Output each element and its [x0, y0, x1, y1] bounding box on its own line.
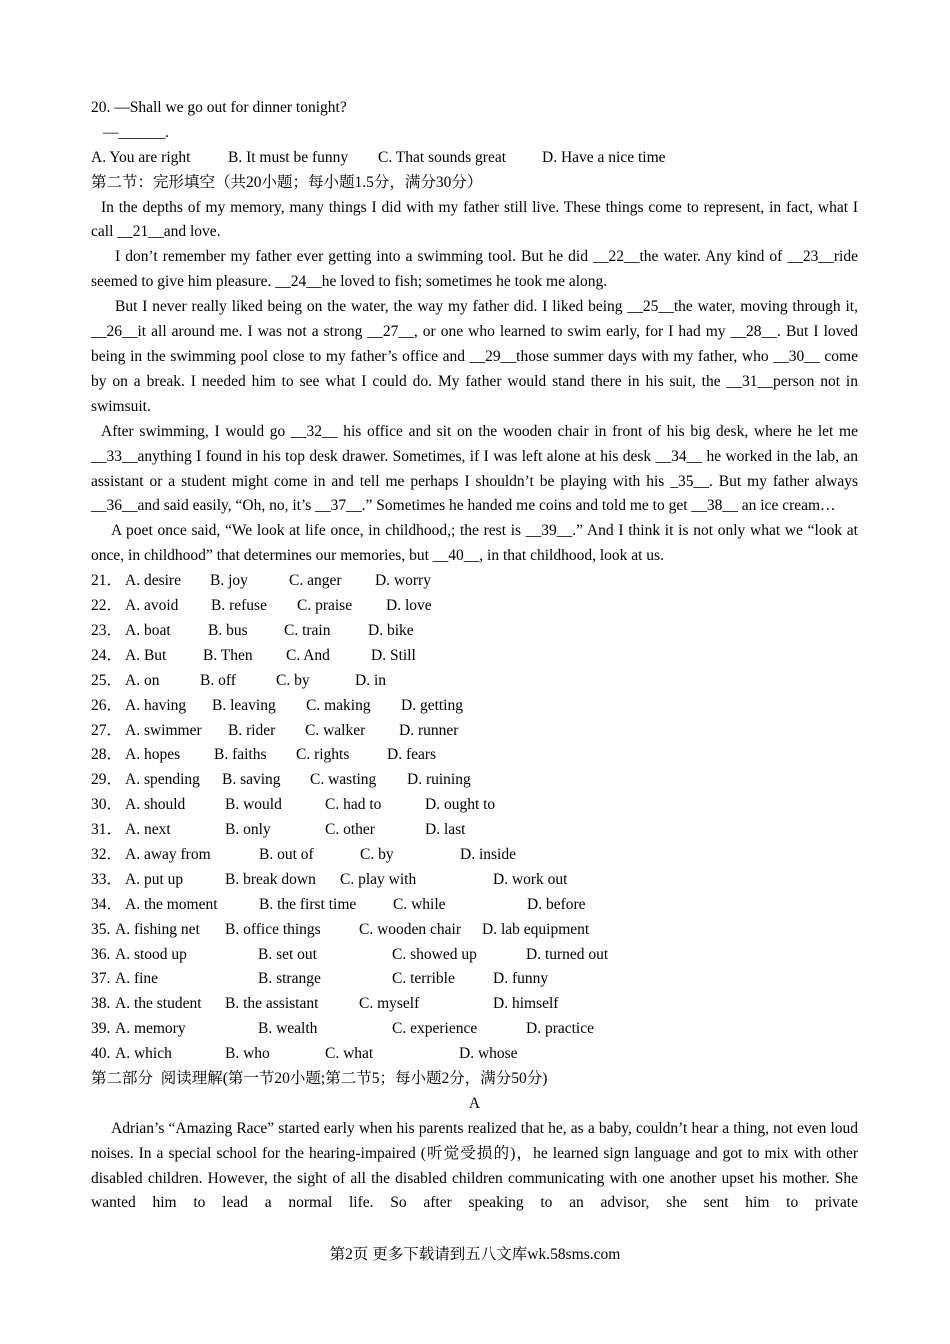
- cloze-option-row: [91, 967, 858, 992]
- option-b: B. bus: [208, 621, 248, 639]
- option-c: C. showed up: [392, 945, 477, 963]
- option-d: D. work out: [493, 870, 568, 888]
- option-a: A. next: [125, 821, 171, 839]
- question-number: 34．: [91, 895, 123, 913]
- q20-option-c: C. That sounds great: [378, 148, 507, 166]
- option-b: B. only: [225, 821, 271, 839]
- option-b: B. the assistant: [225, 995, 319, 1013]
- option-b: B. set out: [258, 945, 317, 963]
- option-c: C. walker: [305, 721, 366, 739]
- option-d: D. funny: [493, 970, 549, 988]
- question-number: 28．: [91, 746, 123, 764]
- option-d: D. ought to: [425, 796, 496, 814]
- q20-option-b: B. It must be funny: [228, 148, 349, 166]
- option-d: D. runner: [399, 721, 459, 739]
- option-a: A. fishing net: [115, 920, 200, 938]
- option-b: B. who: [225, 1045, 270, 1063]
- option-d: D. himself: [493, 995, 559, 1013]
- option-c: C. terrible: [392, 970, 455, 988]
- option-a: A. the student: [115, 995, 202, 1013]
- question-number: 21．: [91, 572, 123, 590]
- option-a: A. desire: [125, 572, 181, 590]
- option-b: B. leaving: [212, 696, 276, 714]
- cloze-paragraph: In the depths of my memory, many things I did with my father still live. These things come to represent, in fact, what I call __21__and love.: [91, 198, 858, 241]
- option-a: A. But: [125, 646, 167, 664]
- part2-header: 第二部分 阅读理解(第一节20小题;第二节5；每小题2分，满分50分): [91, 1069, 548, 1087]
- question-number: 33．: [91, 870, 123, 888]
- question-number: 35.: [91, 920, 111, 938]
- option-a: A. hopes: [125, 746, 181, 764]
- question-number: 26．: [91, 696, 123, 714]
- page-footer: 第2页 更多下载请到五八文库wk.58sms.com: [329, 1246, 621, 1263]
- option-a: A. should: [125, 796, 186, 814]
- q20-options: [91, 146, 858, 171]
- option-c: C. other: [325, 821, 375, 839]
- question-number: 32．: [91, 845, 123, 863]
- cloze-option-row: [91, 569, 858, 594]
- option-d: D. inside: [460, 845, 516, 863]
- option-d: D. love: [386, 597, 432, 615]
- option-a: A. memory: [115, 1020, 186, 1038]
- option-b: B. rider: [228, 721, 276, 739]
- option-c: C. And: [286, 646, 330, 664]
- option-b: B. wealth: [258, 1020, 318, 1038]
- cloze-paragraph: But I never really liked being on the water, the way my father did. I liked being __25__the water, moving through it, __26__it all around me. I was not a strong __27__, or one who learned to swim early, for I had my __28__. But I loved being in the swimming pool close to my father’s office and __29__those summer days with my father, who __30__ come by on a break. I needed him to see what I could do. My father would stand there in his suit, the __31__person not in swimsuit.: [91, 298, 858, 415]
- option-c: C. wooden chair: [359, 920, 462, 938]
- option-a: A. avoid: [125, 597, 179, 615]
- option-a: A. swimmer: [125, 721, 202, 739]
- option-a: A. fine: [115, 970, 159, 988]
- option-c: C. train: [284, 621, 331, 639]
- option-d: D. Still: [371, 646, 416, 664]
- cloze-option-row: [91, 943, 858, 968]
- option-d: D. fears: [387, 746, 437, 764]
- option-d: D. turned out: [526, 945, 609, 963]
- q20-answer-blank: —______.: [103, 123, 169, 141]
- cloze-option-row: [91, 669, 858, 694]
- cloze-options-list: [91, 569, 858, 1067]
- option-d: D. ruining: [407, 771, 471, 789]
- option-b: B. the first time: [259, 895, 357, 913]
- option-b: B. break down: [225, 870, 316, 888]
- option-a: A. stood up: [115, 945, 187, 963]
- option-d: D. last: [425, 821, 466, 839]
- cloze-option-row: [91, 743, 858, 768]
- cloze-option-row: [91, 719, 858, 744]
- question-number: 31．: [91, 821, 123, 839]
- q20-question: 20. —Shall we go out for dinner tonight?: [91, 99, 347, 116]
- cloze-option-row: [91, 843, 858, 868]
- cloze-option-row: [91, 594, 858, 619]
- option-a: A. having: [125, 696, 187, 714]
- option-c: C. play with: [340, 870, 417, 888]
- question-number: 36.: [91, 945, 111, 963]
- option-a: A. away from: [125, 845, 211, 863]
- option-b: B. Then: [203, 646, 253, 664]
- option-b: B. office things: [225, 920, 321, 938]
- cloze-paragraph: I don’t remember my father ever getting into a swimming tool. But he did __22__the water. Any kind of __23__ride seemed to give him pleasure. __24__he loved to fish; sometimes he took me along.: [91, 248, 858, 291]
- cloze-option-row: [91, 918, 858, 943]
- cloze-option-row: [91, 893, 858, 918]
- cloze-option-row: [91, 644, 858, 669]
- option-d: D. practice: [526, 1020, 594, 1038]
- option-c: C. while: [393, 895, 446, 913]
- option-c: C. anger: [289, 572, 342, 590]
- cloze-paragraph: After swimming, I would go __32__ his office and sit on the wooden chair in front of his big desk, where he let me __33__anything I found in his top desk drawer. Sometimes, if I was left alone at his desk __34__ he worked in the lab, an assistant or a student might come in and tell me perhaps I shouldn’t be playing with his _35__. But my father always __36__and said easily, “Oh, no, it’s __37__.” Sometimes he handed me coins and told me to get __38__ an ice cream…: [91, 422, 858, 515]
- option-a: A. which: [115, 1045, 172, 1063]
- cloze-option-row: [91, 768, 858, 793]
- cloze-option-row: [91, 818, 858, 843]
- question-number: 27．: [91, 721, 123, 739]
- cloze-option-row: [91, 1017, 858, 1042]
- option-a: A. the moment: [125, 895, 218, 913]
- question-number: 25．: [91, 671, 123, 689]
- option-a: A. boat: [125, 621, 171, 639]
- option-b: B. off: [200, 671, 236, 689]
- cloze-option-row: [91, 992, 858, 1017]
- option-c: C. experience: [392, 1020, 478, 1038]
- option-c: C. had to: [325, 796, 382, 814]
- cloze-option-row: [91, 694, 858, 719]
- question-number: 39.: [91, 1020, 111, 1038]
- option-c: C. wasting: [310, 771, 377, 789]
- option-b: B. would: [225, 796, 282, 814]
- option-c: C. rights: [296, 746, 350, 764]
- option-b: B. faiths: [214, 746, 267, 764]
- option-b: B. strange: [258, 970, 321, 988]
- option-b: B. refuse: [211, 597, 267, 615]
- question-number: 38.: [91, 995, 111, 1013]
- cloze-option-row: [91, 619, 858, 644]
- exam-page: [91, 96, 858, 1216]
- option-c: C. praise: [297, 597, 353, 615]
- option-c: C. by: [276, 671, 310, 689]
- question-number: 22．: [91, 597, 123, 615]
- option-d: D. worry: [375, 572, 431, 590]
- option-d: D. whose: [459, 1045, 518, 1063]
- section2-header: 第二节：完形填空（共20小题；每小题1.5分，满分30分）: [91, 173, 483, 191]
- option-b: B. joy: [210, 572, 248, 590]
- question-number: 30．: [91, 796, 123, 814]
- option-c: C. by: [360, 845, 394, 863]
- option-a: A. on: [125, 671, 160, 689]
- passage-a-label: A: [468, 1094, 481, 1112]
- cloze-option-row: [91, 793, 858, 818]
- option-d: D. getting: [401, 696, 463, 714]
- option-c: C. myself: [359, 995, 420, 1013]
- option-c: C. making: [306, 696, 371, 714]
- cloze-paragraph: A poet once said, “We look at life once, in childhood,; the rest is __39__.” And I think it is not only what we “look at once, in childhood” that determines our memories, but __40__, in that childhood, look at us.: [91, 522, 858, 565]
- option-b: B. saving: [222, 771, 281, 789]
- option-d: D. bike: [368, 621, 414, 639]
- option-a: A. put up: [125, 870, 184, 888]
- question-number: 24．: [91, 646, 123, 664]
- question-number: 29．: [91, 771, 123, 789]
- passage-a-text: Adrian’s “Amazing Race” started early when his parents realized that he, as a baby, couldn’t hear a thing, not even loud noises. In a special school for the hearing-impaired (听觉受损的)，he learned sign language and got to mix with other disabled children. However, the sight of all the disabled children communicating with one another upset his mother. She wanted him to lead a normal life. So after speaking to an advisor, she sent him to private: [91, 1119, 858, 1212]
- question-number: 40.: [91, 1045, 111, 1063]
- q20-option-a: A. You are right: [91, 148, 191, 166]
- option-b: B. out of: [259, 845, 314, 863]
- option-c: C. what: [325, 1045, 374, 1063]
- q20-option-d: D. Have a nice time: [542, 148, 666, 166]
- cloze-option-row: [91, 868, 858, 893]
- question-number: 37.: [91, 970, 111, 988]
- option-a: A. spending: [125, 771, 200, 789]
- option-d: D. in: [355, 671, 386, 689]
- cloze-option-row: [91, 1042, 858, 1067]
- question-number: 23．: [91, 621, 123, 639]
- option-d: D. before: [527, 895, 586, 913]
- option-d: D. lab equipment: [482, 920, 590, 938]
